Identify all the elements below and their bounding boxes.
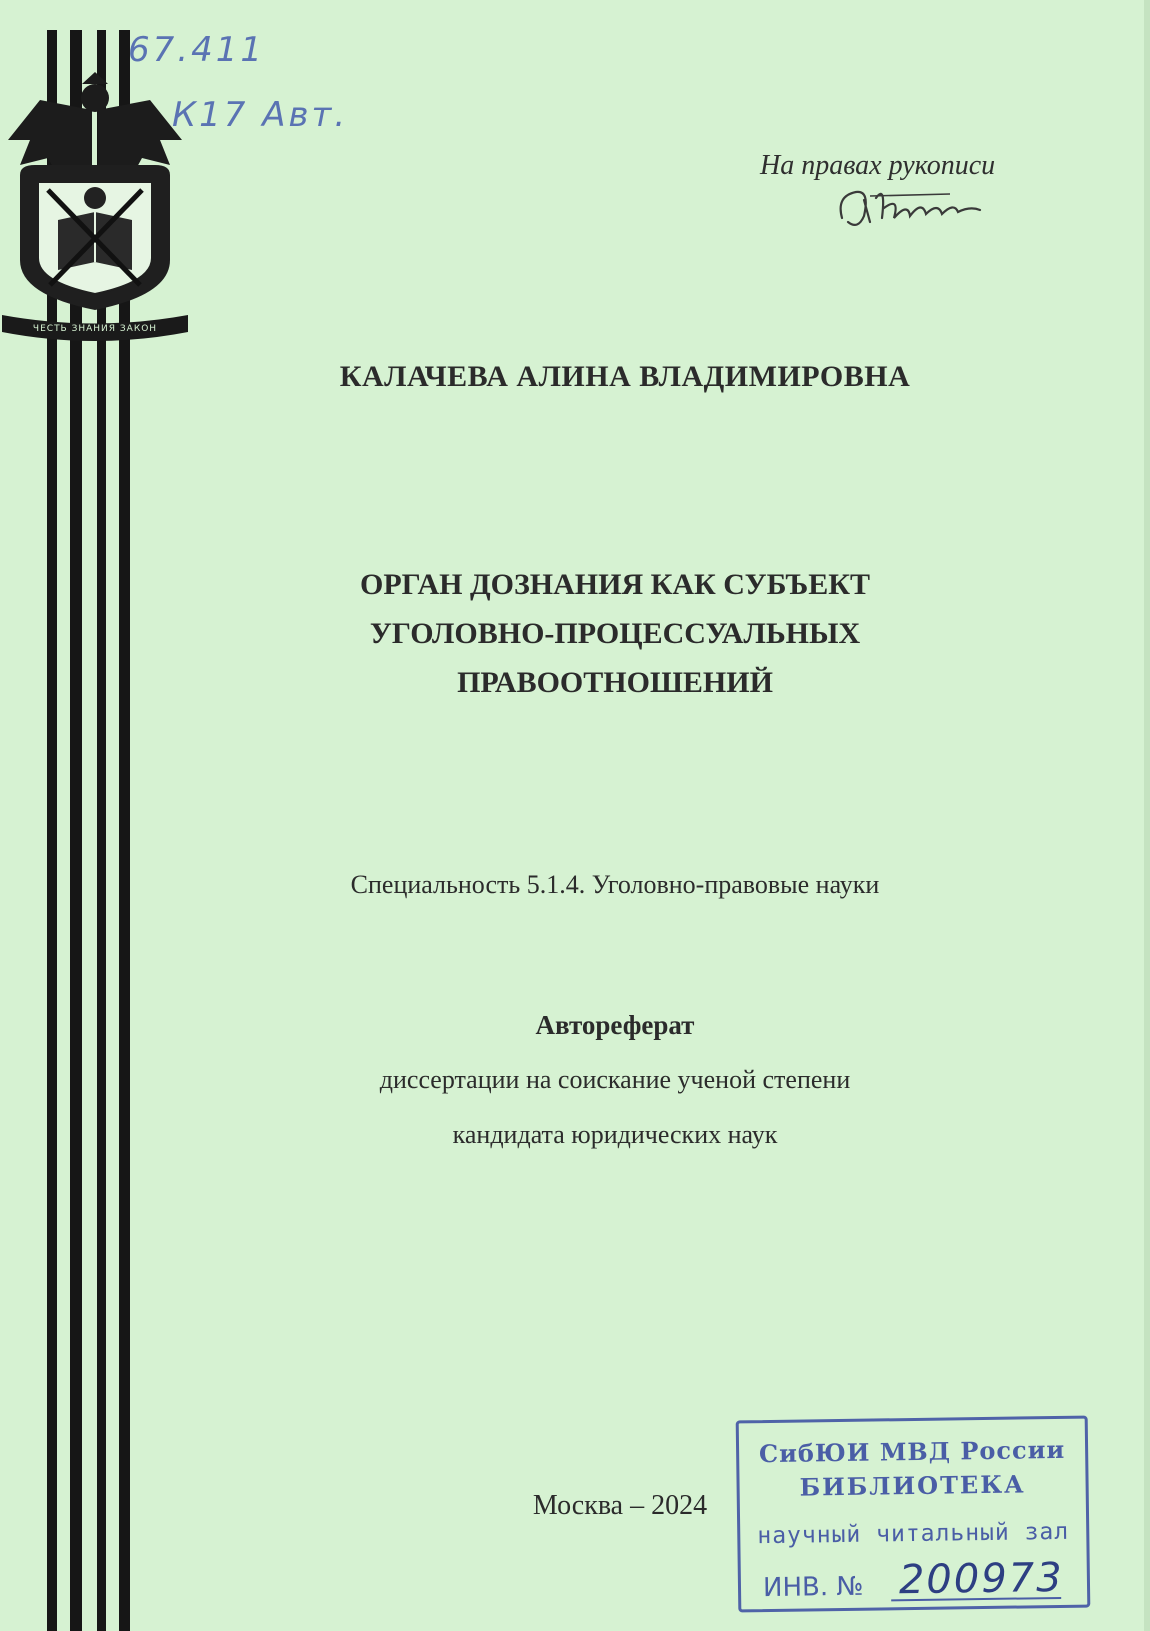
author-signature — [830, 178, 990, 238]
place-year: Москва – 2024 — [532, 1490, 708, 1521]
stamp-library: БИБЛИОТЕКА — [799, 1469, 1026, 1502]
specialty: Специальность 5.1.4. Уголовно-правовые науки — [350, 870, 880, 899]
shelf-code-handwritten: К17 Авт. — [172, 95, 349, 135]
degree-line: кандидата юридических наук — [452, 1120, 778, 1149]
page-edge — [1144, 0, 1150, 1631]
title-line: ОРГАН ДОЗНАНИЯ КАК СУБЪЕКТ — [360, 568, 870, 601]
rights-note: На правах рукописи — [760, 150, 996, 181]
stamp-inventory-number: 200973 — [898, 1554, 1064, 1604]
author-name: КАЛАЧЕВА АЛИНА ВЛАДИМИРОВНА — [339, 360, 911, 393]
classification-code-handwritten: 67.411 — [128, 30, 265, 70]
library-stamp — [736, 1416, 1091, 1613]
title-line: ПРАВООТНОШЕНИЙ — [457, 666, 773, 699]
institution-emblem — [0, 70, 190, 350]
document-type-label: Автореферат — [535, 1010, 695, 1040]
stamp-institution: СибЮИ МВД России — [758, 1434, 1066, 1469]
stamp-reading-room: научный читальный зал — [757, 1518, 1070, 1550]
dissertation-title — [220, 560, 1010, 707]
stamp-inventory-label: ИНВ. № — [762, 1571, 864, 1604]
emblem-ribbon-text: ЧЕСТЬ ЗНАНИЯ ЗАКОН — [32, 324, 158, 334]
title-line: УГОЛОВНО-ПРОЦЕССУАЛЬНЫХ — [369, 617, 861, 650]
degree-line: диссертации на соискание ученой степени — [379, 1065, 851, 1094]
